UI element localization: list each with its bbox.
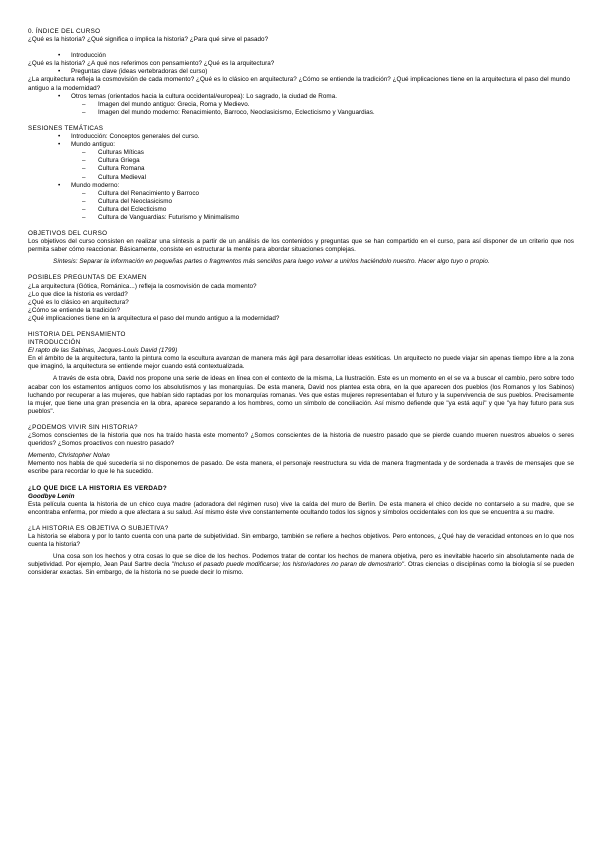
exam-question: ¿La arquitectura (Gótica, Románica...) refleja la cosmovisión de cada momento?	[28, 282, 257, 290]
objective-p2-end: . Otras ciencias o disciplinas como la biología sí se pueden considerar exactas. Sin embargo, de la historia no se puede decir lo mismo.	[28, 561, 574, 577]
index-key-questions-text: ¿La arquitectura refleja la cosmovisión de cada momento? ¿Qué es lo clásico en arquitectura? ¿Cómo se entiende la tradición? ¿Qué implicaciones tiene en la arquitectura el paso del mundo antiguo a la modernidad?	[28, 76, 571, 92]
live-without-film-text: Memento nos habla de qué sucedería si no disponemos de pasado. De esta manera, el personaje reestructura su vida de manera fragmentada y de sordenada a través de mensajes que se escribe para recordar lo que le ha sucedido.	[28, 460, 574, 476]
index-sub-ancient: – Imagen del mundo antiguo: Grecia, Roma y Medievo.	[28, 101, 574, 109]
history-title: HISTORIA DEL PENSAMIENTO	[28, 331, 126, 338]
exam-question: ¿Lo que dice la historia es verdad?	[28, 290, 128, 298]
sessions-modern-label: • Mundo moderno:	[28, 182, 574, 190]
objective-p2-start: Una cosa son los hechos y otra cosas lo que se dice de los hechos. Podemos tratar de contar los hechos de manera objetiva, pero es inevitable hacerlo sin absolutamente nada de subjetividad. Por ejemplo, Jean Paul Sartre decía	[28, 553, 574, 569]
objectives-synthesis: Síntesis: Separar la información en pequeñas partes o fragmentos más sencillos para luego volver a unirlos haciéndolo nuestro. Hacer algo tuyo o propio.	[53, 258, 490, 266]
sessions-ancient-item: – Culturas Míticas	[28, 149, 574, 157]
index-item-key-questions: • Preguntas clave (ideas vertebradoras del curso)	[28, 68, 574, 76]
sessions-ancient-item: – Cultura Medieval	[28, 174, 574, 182]
sessions-intro: • Introducción: Conceptos generales del curso.	[28, 133, 574, 141]
true-history-film: Goodbye Lenin	[28, 492, 75, 500]
live-without-text: ¿Somos conscientes de la historia que nos ha traído hasta este momento? ¿Somos conscientes de la historia de nuestro pasado que se pierde cuando mueren nuestros abuelos o seres queridos? ¿Somos proactivos con nuestro pasado?	[28, 432, 574, 448]
sessions-list	[28, 133, 574, 222]
sessions-ancient-item: – Cultura Romana	[28, 165, 574, 173]
index-list	[28, 52, 574, 60]
history-paragraph-2: A través de esta obra, David nos propone una serie de ideas en línea con el contexto de la misma, La Ilustración. Este es un momento en el se va a buscar el cambio, pero sobre todo acabar con los estamentos antiguos como los absolutismos y las monarquías. De esta manera, David nos plantea esta obra, en la que aparecen dos pueblos (los Romanos y los Sabinos) luchando por recuperar a las mujeres, que habían sido raptadas por los monarquías romanas. Ves que estas mujeres representaban el futuro y la supervivencia de sus pueblos. Precisamente la mujer, que tiene una gran presencia en la obra, aparece separando a los hombres, como un símbolo de conciliación. Así mismo defiende que "ya está aquí" y que "ya hay futuro para sus pueblos".	[28, 375, 574, 415]
sessions-modern-item: – Cultura de Vanguardias: Futurismo y Minimalismo	[28, 214, 574, 222]
index-item-intro: • Introducción	[28, 52, 574, 60]
live-without-film: Memento, Christopher Nolan	[28, 452, 110, 460]
exam-question: ¿Cómo se entiende la tradición?	[28, 306, 121, 314]
exam-title: POSIBLES PREGUNTAS DE EXAMEN	[28, 274, 147, 282]
sessions-title: SESIONES TEMÁTICAS	[28, 124, 104, 132]
true-history-title: ¿LO QUE DICE LA HISTORIA ES VERDAD?	[28, 484, 168, 492]
live-without-title: ¿PODEMOS VIVIR SIN HISTORIA?	[28, 423, 138, 431]
index-intro-questions: ¿Qué es la historia? ¿Qué significa o implica la historia? ¿Para qué sirve el pasado?	[28, 36, 269, 44]
objective-paragraph-2	[28, 553, 574, 577]
sessions-modern-item: – Cultura del Eclecticismo	[28, 206, 574, 214]
objectives-title: OBJETIVOS DEL CURSO	[28, 230, 108, 238]
index-list-2	[28, 68, 574, 76]
sessions-modern-item: – Cultura del Neoclasicismo	[28, 198, 574, 206]
sessions-ancient-item: – Cultura Griega	[28, 157, 574, 165]
index-title: 0. ÍNDICE DEL CURSO	[28, 28, 101, 35]
index-list-3	[28, 93, 574, 117]
history-paragraph-1: En el ámbito de la arquitectura, tanto la pintura como la escultura avanzan de manera más ágil para desarrollar ideas estéticas. Un arquitecto no puede viajar sin apenas tiempo libre a la zona que imaginó, la arquitectura se entiende mejor cuando está contextualizada.	[28, 355, 574, 371]
objectives-text: Los objetivos del curso consisten en realizar una síntesis a partir de un análisis de los contenidos y preguntas que se han compartido en el curso, para así disponer de un criterio que nos permita saber cómo reaccionar. Básicamente, consiste en estructurar la mente para abordar situaciones complejas.	[28, 238, 574, 254]
index-sub-modern: – Imagen del mundo moderno: Renacimiento, Barroco, Neoclasicismo, Eclecticismo y Vanguardias.	[28, 109, 574, 117]
history-artwork: El rapto de las Sabinas, Jacques-Louis David (1799)	[28, 347, 178, 355]
sessions-ancient-label: • Mundo antiguo:	[28, 141, 574, 149]
sartre-quote: "Incluso el pasado puede modificarse; los historiadores no paran de demostrarlo"	[171, 561, 405, 569]
exam-question: ¿Qué implicaciones tiene en la arquitectura el paso del mundo antiguo a la modernidad?	[28, 314, 280, 322]
true-history-text: Esta película cuenta la historia de un chico cuya madre (adoradora del régimen ruso) vive la caída del muro de Berlín. De esta manera el chico decide no contarselo a su madre, que se encontraba enferma, por miedo a que afectara a su salud. Así mismo éste vive constantemente ocultando todos los signos y símbolos occidentales con los que se encuentra a su madre.	[28, 500, 574, 516]
history-subtitle: INTRODUCCIÓN	[28, 339, 81, 347]
objective-title: ¿LA HISTORIA ES OBJETIVA O SUBJETIVA?	[28, 524, 169, 532]
objective-paragraph-1: La historia se elabora y por lo tanto cuenta con una parte de subjetividad. Sin embargo, también se refiere a hechos objetivos. Pero entonces, ¿Qué hay de veracidad entonces en lo que nos cuenta la historia?	[28, 532, 574, 549]
index-intro-questions-2: ¿Qué es la historia? ¿A qué nos referimos con pensamiento? ¿Qué es la arquitectura?	[28, 60, 275, 68]
index-item-other-topics: • Otros temas (orientados hacia la cultura occidental/europea): Lo sagrado, la ciudad de Roma.	[28, 93, 574, 101]
sessions-modern-item: – Cultura del Renacimiento y Barroco	[28, 190, 574, 198]
exam-question: ¿Qué es lo clásico en arquitectura?	[28, 298, 129, 306]
